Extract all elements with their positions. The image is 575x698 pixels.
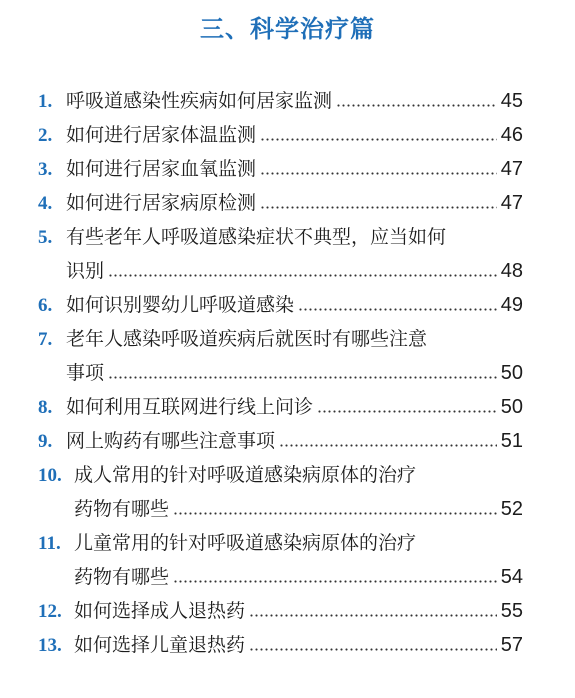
entry-title-line-2: 药物有哪些 bbox=[74, 566, 170, 588]
dot-leader bbox=[249, 614, 497, 617]
dot-leader bbox=[108, 376, 497, 379]
page-number: 47 bbox=[500, 192, 523, 214]
dot-leader bbox=[298, 308, 497, 311]
entry-number: 2. bbox=[38, 125, 53, 146]
entry-title-line-1: 有些老年人呼吸道感染症状不典型，应当如何 bbox=[66, 226, 447, 248]
dot-leader bbox=[260, 138, 497, 141]
page-number: 50 bbox=[500, 362, 523, 384]
toc-entry-10[interactable] bbox=[38, 458, 523, 526]
dot-leader bbox=[279, 444, 497, 447]
section-heading: 三、科学治疗篇 bbox=[200, 15, 375, 43]
toc-entry-11[interactable] bbox=[38, 526, 523, 594]
entry-number: 13. bbox=[38, 635, 62, 656]
page-number: 46 bbox=[500, 124, 523, 146]
entry-title: 如何进行居家病原检测 bbox=[66, 192, 257, 214]
toc-entry-2[interactable] bbox=[38, 118, 523, 152]
entry-title: 如何利用互联网进行线上问诊 bbox=[66, 396, 314, 418]
toc-entry-1[interactable] bbox=[38, 84, 523, 118]
page-number: 51 bbox=[500, 430, 523, 452]
entry-number: 8. bbox=[38, 397, 53, 418]
dot-leader bbox=[260, 206, 497, 209]
page-number: 50 bbox=[500, 396, 523, 418]
entry-title: 如何识别婴幼儿呼吸道感染 bbox=[66, 294, 295, 316]
entry-title-line-2: 事项 bbox=[66, 362, 105, 384]
entry-number: 9. bbox=[38, 431, 53, 452]
toc-entry-4[interactable] bbox=[38, 186, 523, 220]
toc-entry-3[interactable] bbox=[38, 152, 523, 186]
entry-title: 如何进行居家血氧监测 bbox=[66, 158, 257, 180]
toc-entry-5[interactable] bbox=[38, 220, 523, 288]
toc-entry-6[interactable] bbox=[38, 288, 523, 322]
dot-leader bbox=[249, 648, 497, 651]
page-number: 47 bbox=[500, 158, 523, 180]
entry-number: 1. bbox=[38, 91, 53, 112]
dot-leader bbox=[108, 274, 497, 277]
entry-number: 3. bbox=[38, 159, 53, 180]
dot-leader bbox=[336, 104, 497, 107]
entry-number: 11. bbox=[38, 533, 61, 554]
page-number: 57 bbox=[500, 634, 523, 656]
toc-entry-12[interactable] bbox=[38, 594, 523, 628]
entry-number: 7. bbox=[38, 329, 53, 350]
dot-leader bbox=[317, 410, 497, 413]
entry-number: 5. bbox=[38, 227, 53, 248]
entry-title: 呼吸道感染性疾病如何居家监测 bbox=[66, 90, 333, 112]
page-number: 54 bbox=[500, 566, 523, 588]
dot-leader bbox=[173, 580, 497, 583]
dot-leader bbox=[173, 512, 497, 515]
entry-title-line-1: 老年人感染呼吸道疾病后就医时有哪些注意 bbox=[66, 328, 428, 350]
page-number: 55 bbox=[500, 600, 523, 622]
toc-entry-7[interactable] bbox=[38, 322, 523, 390]
entry-number: 12. bbox=[38, 601, 62, 622]
page-number: 45 bbox=[500, 90, 523, 112]
page-number: 48 bbox=[500, 260, 523, 282]
entry-title: 网上购药有哪些注意事项 bbox=[66, 430, 276, 452]
entry-title-line-2: 药物有哪些 bbox=[74, 498, 170, 520]
dot-leader bbox=[260, 172, 497, 175]
table-of-contents bbox=[38, 84, 523, 662]
entry-title-line-2: 识别 bbox=[66, 260, 105, 282]
entry-title-line-1: 成人常用的针对呼吸道感染病原体的治疗 bbox=[74, 464, 417, 486]
entry-number: 6. bbox=[38, 295, 53, 316]
toc-entry-13[interactable] bbox=[38, 628, 523, 662]
page-number: 52 bbox=[500, 498, 523, 520]
entry-title: 如何选择成人退热药 bbox=[74, 600, 246, 622]
entry-number: 10. bbox=[38, 465, 62, 486]
entry-title: 如何选择儿童退热药 bbox=[74, 634, 246, 656]
toc-entry-8[interactable] bbox=[38, 390, 523, 424]
entry-number: 4. bbox=[38, 193, 53, 214]
toc-entry-9[interactable] bbox=[38, 424, 523, 458]
page-number: 49 bbox=[500, 294, 523, 316]
entry-title: 如何进行居家体温监测 bbox=[66, 124, 257, 146]
entry-title-line-1: 儿童常用的针对呼吸道感染病原体的治疗 bbox=[74, 532, 417, 554]
